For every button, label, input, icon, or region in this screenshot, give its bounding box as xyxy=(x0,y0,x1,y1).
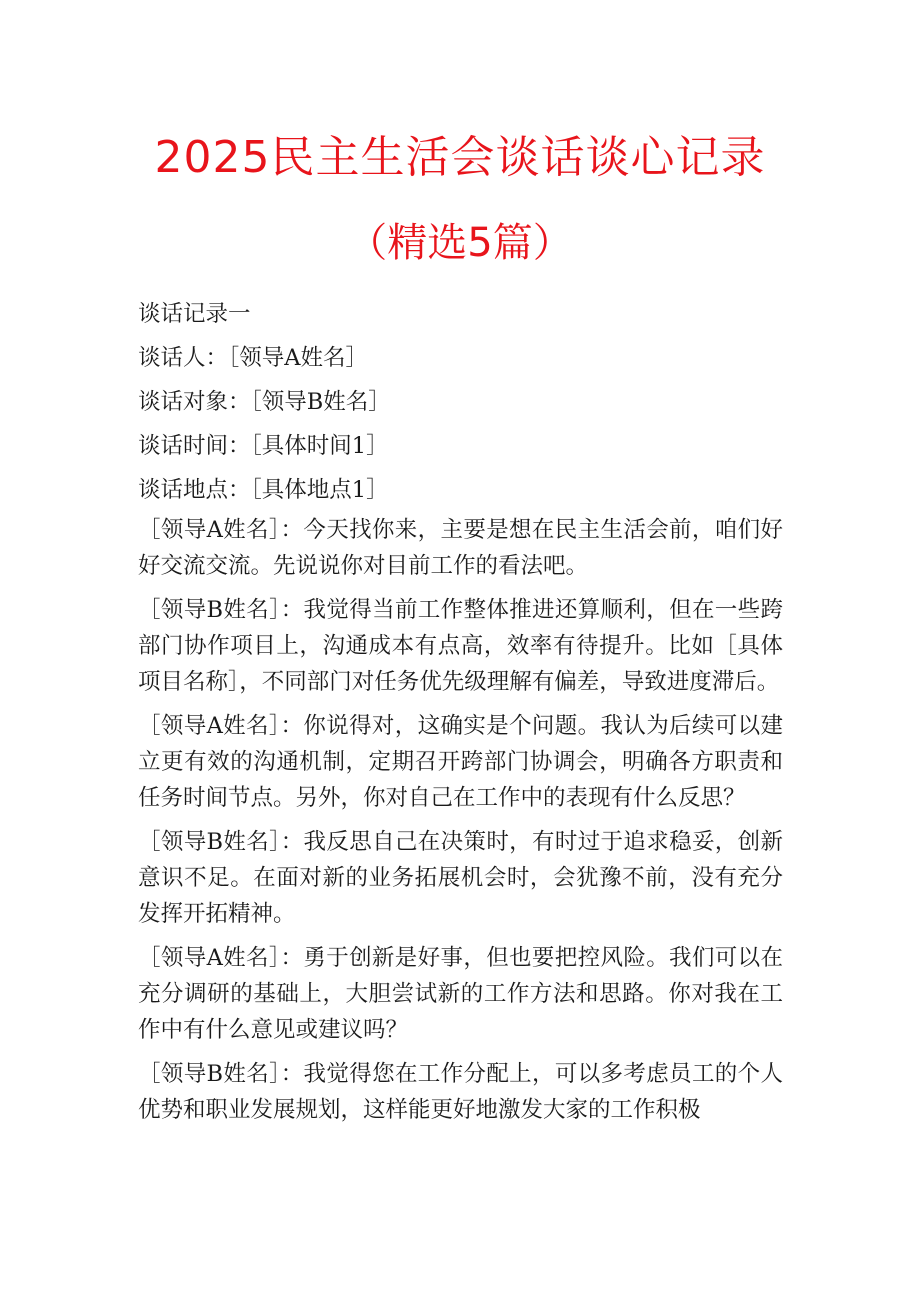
document-title: 2025民主生活会谈话谈心记录 xyxy=(154,132,766,183)
record-time: 谈话时间：［具体时间1］ xyxy=(138,433,389,459)
dialogue-paragraph-3: ［领导A姓名］：你说得对，这确实是个问题。我认为后续可以建立更有效的沟通机制，定期召开跨部门协调会，明确各方职责和任务时间节点。另外，你对自己在工作中的表现有什么反思？ xyxy=(138,713,783,811)
document-subtitle: （精选5篇） xyxy=(347,220,573,266)
dialogue-paragraph-6: ［领导B姓名］：我觉得您在工作分配上，可以多考虑员工的个人优势和职业发展规划，这样能更好地激发大家的工作积极 xyxy=(138,1061,783,1123)
record-place: 谈话地点：［具体地点1］ xyxy=(138,477,389,503)
dialogue-paragraph-4: ［领导B姓名］：我反思自己在决策时，有时过于追求稳妥，创新意识不足。在面对新的业务拓展机会时，会犹豫不前，没有充分发挥开拓精神。 xyxy=(138,829,783,927)
dialogue-paragraph-2: ［领导B姓名］：我觉得当前工作整体推进还算顺利，但在一些跨部门协作项目上，沟通成本有点高，效率有待提升。比如［具体项目名称］，不同部门对任务优先级理解有偏差，导致进度滞后。 xyxy=(138,597,783,695)
dialogue-paragraph-1: ［领导A姓名］：今天找你来，主要是想在民主生活会前，咱们好好交流交流。先说说你对目前工作的看法吧。 xyxy=(138,517,783,579)
record-target: 谈话对象：［领导B姓名］ xyxy=(138,389,391,415)
record-heading: 谈话记录一 xyxy=(138,301,251,327)
dialogue-paragraph-5: ［领导A姓名］：勇于创新是好事，但也要把控风险。我们可以在充分调研的基础上，大胆尝试新的工作方法和思路。你对我在工作中有什么意见或建议吗？ xyxy=(138,945,783,1043)
document-body xyxy=(138,292,788,1136)
record-speaker: 谈话人：［领导A姓名］ xyxy=(138,345,368,371)
